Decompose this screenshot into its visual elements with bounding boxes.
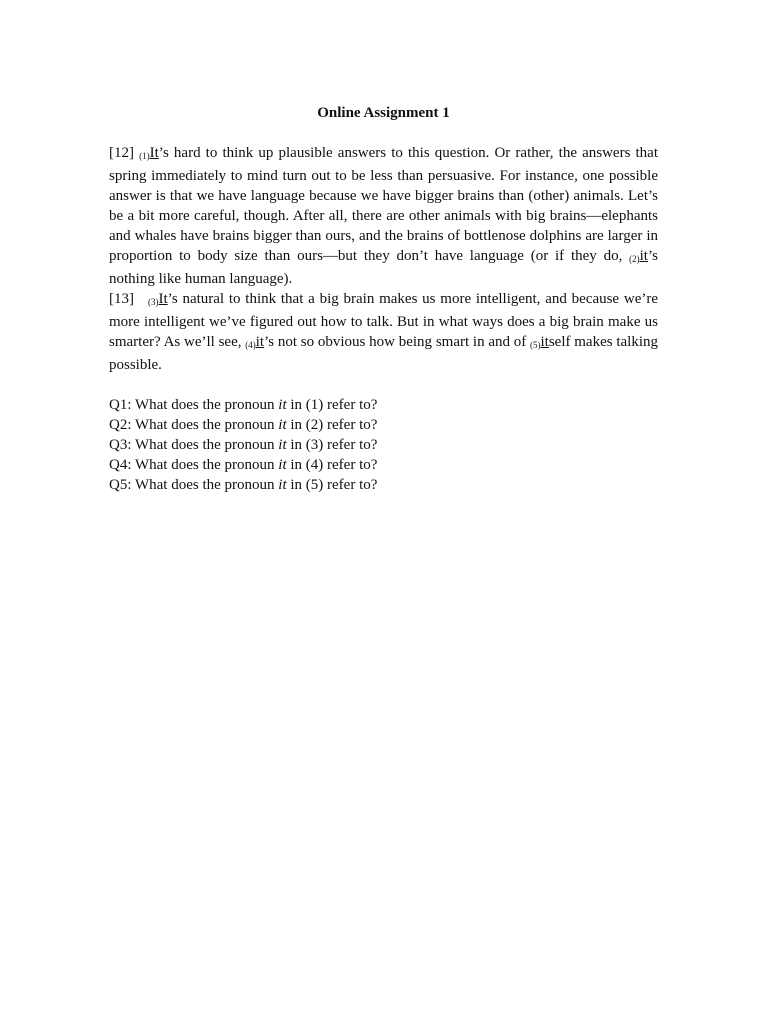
question-pronoun: it [278,417,287,433]
marker-5: (5) [530,340,541,350]
page-title: Online Assignment 1 [317,105,450,121]
marker-4: (4) [245,340,256,350]
question-text: in (1) refer to? [286,397,378,413]
question-pronoun: it [278,457,287,473]
question-item [109,475,658,495]
question-text: in (5) refer to? [286,477,378,493]
paragraph-number: [13] [109,291,134,307]
pronoun-1: It [149,145,159,161]
question-list [109,395,658,495]
question-item [109,435,658,455]
question-pronoun: it [278,397,287,413]
marker-3: (3) [148,297,159,307]
question-pronoun: it [278,477,287,493]
document-page [109,103,658,495]
paragraph-text: ’s not so obvious how being smart in and of [264,334,530,350]
pronoun-4: it [255,334,265,350]
question-text: Q4: What does the pronoun [109,457,279,473]
paragraph-text: ’s natural to think that a big brain makes us more intelligent, and because we’re more intelligent we’ve figured out how to talk. But in what ways does a big brain make us smarter? As we’ll see, [109,291,658,350]
paragraph-13 [109,289,658,375]
paragraph-text: ’s nothing like human language). [109,248,658,287]
question-pronoun: it [278,437,287,453]
pronoun-5: it [540,334,549,350]
paragraph-12 [109,143,658,289]
question-item [109,455,658,475]
question-text: Q1: What does the pronoun [109,397,279,413]
question-text: in (2) refer to? [286,417,378,433]
marker-2: (2) [629,254,640,264]
paragraph-text: ’s hard to think up plausible answers to this question. Or rather, the answers that spring immediately to mind turn out to be less than persuasive. For instance, one possible answer is that we have language because we have bigger brains than (other) animals. Let’s be a bit more careful, though. After all, there are other animals with big brains—elephants and whales have brains bigger than ours, and the brains of bottlenose dolphins are larger in proportion to body size than ours—but they don’t have language (or if they do, [109,145,659,264]
question-text: in (4) refer to? [286,457,378,473]
question-item [109,395,658,415]
question-text: Q2: What does the pronoun [109,417,279,433]
paragraph-number: [12] [109,145,134,161]
pronoun-2: it [639,248,648,264]
question-text: Q5: What does the pronoun [109,477,279,493]
question-text: Q3: What does the pronoun [109,437,279,453]
marker-1: (1) [139,151,150,161]
pronoun-3: It [158,291,168,307]
question-item [109,415,658,435]
question-text: in (3) refer to? [286,437,378,453]
paragraph-text: self makes talking possible. [109,334,658,373]
